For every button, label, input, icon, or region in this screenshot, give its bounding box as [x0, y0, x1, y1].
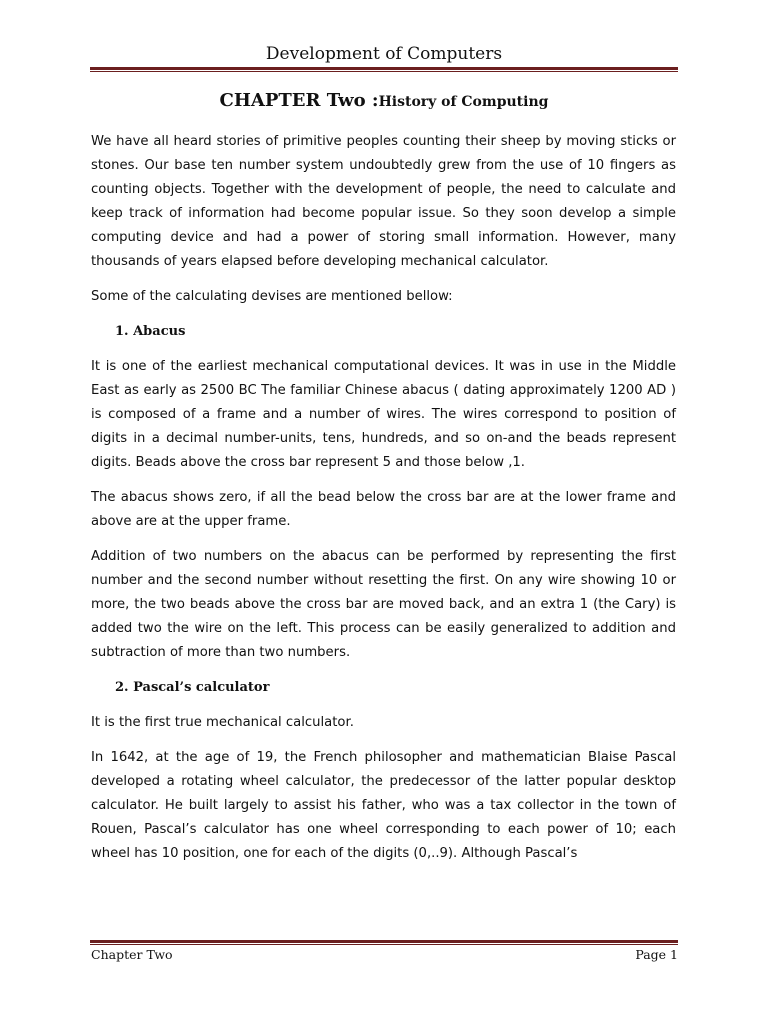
body-text	[91, 130, 676, 877]
intro-paragraph: We have all heard stories of primitive peoples counting their sheep by moving sticks or stones. Our base ten number system undoubtedly grew from the use of 10 fingers as counting objects. Together with the development of people, the need to calculate and keep track of information had become popular issue. So they soon develop a simple computing device and had a power of storing small information. However, many thousands of years elapsed before developing mechanical calculator.	[91, 134, 676, 269]
devices-intro: Some of the calculating devises are mentioned bellow:	[91, 289, 453, 304]
abacus-paragraph-2: The abacus shows zero, if all the bead below the cross bar are at the lower frame and above are at the upper frame.	[91, 490, 676, 529]
abacus-paragraph-3: Addition of two numbers on the abacus can be performed by representing the first number and the second number without resetting the first. On any wire showing 10 or more, the two beads above the cross bar are moved back, and an extra 1 (the Cary) is added two the wire on the left. This process can be easily generalized to addition and subtraction of more than two numbers.	[91, 549, 676, 660]
running-header: Development of Computers	[265, 44, 503, 64]
chapter-subtitle: History of Computing	[378, 94, 549, 110]
chapter-label: CHAPTER Two :	[219, 90, 379, 111]
page-footer	[91, 947, 678, 962]
page-number: Page 1	[635, 947, 678, 962]
section-heading-pascal: 2. Pascal’s calculator	[115, 680, 270, 695]
footer-chapter: Chapter Two	[91, 947, 173, 962]
pascal-paragraph-1: It is the first true mechanical calculator.	[91, 715, 354, 730]
section-heading-abacus: 1. Abacus	[115, 324, 186, 339]
abacus-paragraph-1: It is one of the earliest mechanical computational devices. It was in use in the Middle East as early as 2500 BC The familiar Chinese abacus ( dating approximately 1200 AD ) is composed of a frame and a number of wires. The wires correspond to position of digits in a decimal number-units, tens, hundreds, and so on-and the beads represent digits. Beads above the cross bar represent 5 and those below ,1.	[91, 359, 676, 470]
chapter-heading	[0, 90, 768, 111]
header-rule	[90, 67, 678, 72]
pascal-paragraph-2: In 1642, at the age of 19, the French philosopher and mathematician Blaise Pascal developed a rotating wheel calculator, the predecessor of the latter popular desktop calculator. He built largely to assist his father, who was a tax collector in the town of Rouen, Pascal’s calculator has one wheel corresponding to each power of 10; each wheel has 10 position, one for each of the digits (0,..9). Although Pascal’s	[91, 750, 676, 861]
footer-rule	[90, 940, 678, 945]
